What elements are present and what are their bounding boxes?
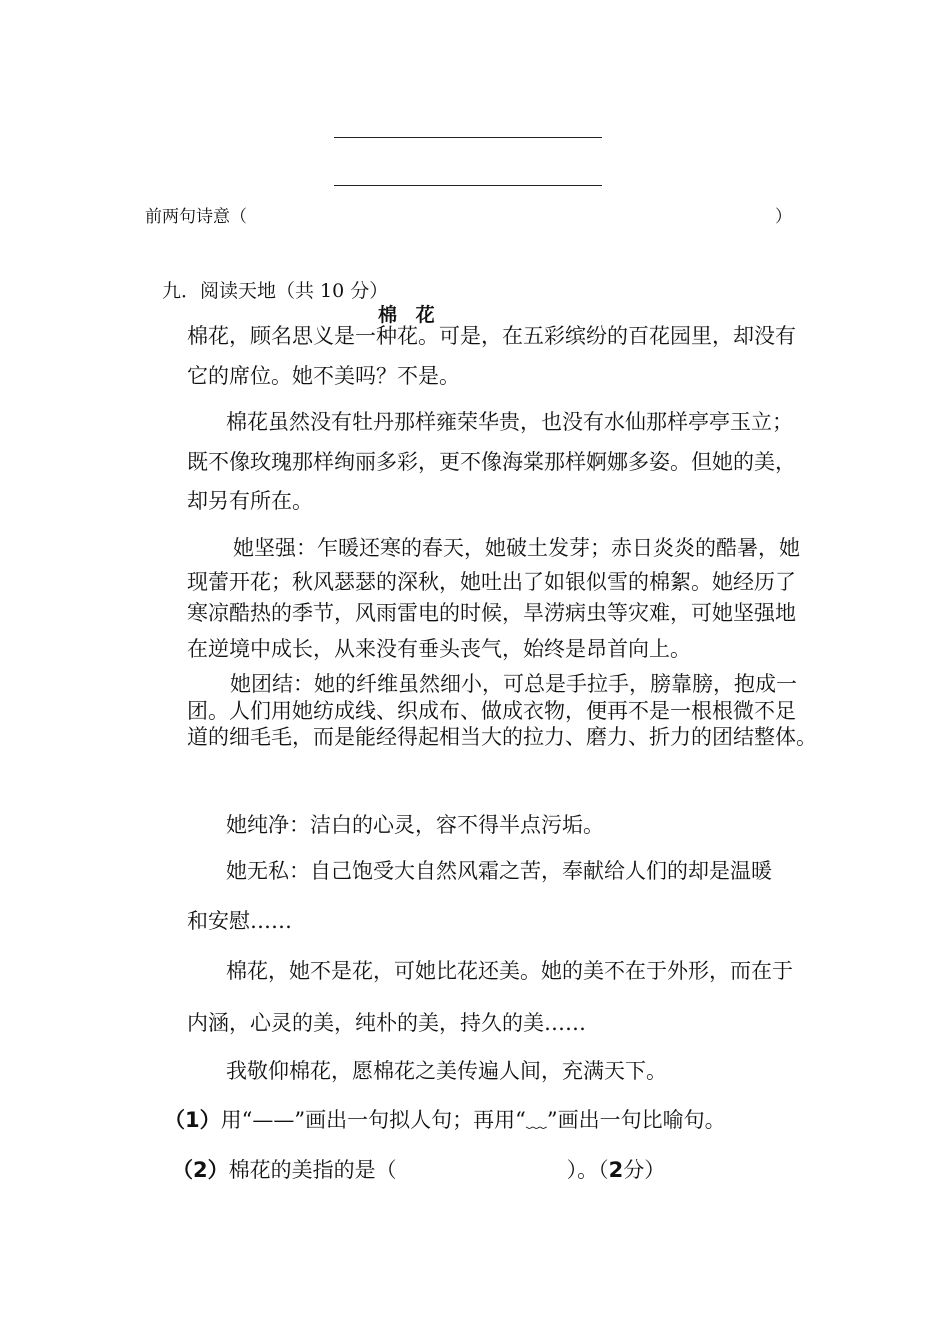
question-2-text: 棉花的美指的是（ [228, 1158, 397, 1182]
paragraph-line: 寒凉酷热的季节，风雨雷电的时候，旱涝病虫等灾难，可她坚强地 [187, 601, 796, 625]
question-2-score-unit: 分） [623, 1158, 666, 1182]
article-title: 棉 花 [378, 304, 441, 326]
question-1-number: （1） [164, 1108, 221, 1132]
poem-meaning-close: ） [775, 207, 792, 227]
paragraph-line: 内涵，心灵的美，纯朴的美，持久的美…… [187, 1011, 586, 1035]
paragraph-line: 道的细毛毛，而是能经得起相当大的拉力、磨力、折力的团结整体。 [187, 725, 817, 749]
paragraph-line: 在逆境中成长，从来没有垂头丧气，始终是昂首向上。 [187, 637, 691, 661]
paragraph-line: 现蕾开花；秋风瑟瑟的深秋，她吐出了如银似雪的棉絮。她经历了 [187, 570, 796, 594]
paragraph-line: 团。人们用她纺成线、织成布、做成衣物，便再不是一根根微不足 [187, 699, 796, 723]
question-2-score: 2 [608, 1158, 624, 1182]
paragraph-line: 她团结：她的纤维虽然细小，可总是手拉手，膀靠膀，抱成一 [230, 672, 797, 696]
answer-line-1 [334, 137, 602, 138]
question-1 [164, 1110, 726, 1131]
answer-line-2 [334, 185, 602, 186]
paragraph-line: 棉花，她不是花，可她比花还美。她的美不在于外形，而在于 [226, 959, 793, 983]
paragraph-line: 她纯净：洁白的心灵，容不得半点污垢。 [226, 813, 604, 837]
paragraph-line: 她无私：自己饱受大自然风霜之苦，奉献给人们的却是温暖 [226, 859, 772, 883]
paragraph-line: 我敬仰棉花，愿棉花之美传遍人间，充满天下。 [226, 1059, 667, 1083]
paragraph-line: 她坚强：乍暖还寒的春天，她破土发芽；赤日炎炎的酷暑，她 [233, 536, 800, 560]
section-heading: 九．阅读天地（共 10 分） [162, 280, 389, 302]
paragraph-line: 却另有所在。 [187, 489, 313, 513]
paragraph-line: 棉花虽然没有牡丹那样雍荣华贵，也没有水仙那样亭亭玉立； [226, 410, 793, 434]
question-2-number: （2） [172, 1158, 229, 1182]
paragraph-line: 和安慰…… [187, 909, 292, 933]
poem-meaning-label: 前两句诗意（ [145, 207, 247, 227]
question-1-text: 用“——”画出一句拟人句；再用“﹏”画出一句比喻句。 [220, 1108, 726, 1132]
paragraph-line: 它的席位。她不美吗？不是。 [187, 364, 460, 388]
question-2 [172, 1160, 665, 1181]
paragraph-line: 棉花，顾名思义是一种花。可是，在五彩缤纷的百花园里，却没有 [187, 324, 796, 348]
paragraph-line: 既不像玫瑰那样绚丽多彩，更不像海棠那样婀娜多姿。但她的美， [187, 450, 796, 474]
question-2-close: ）。（ [566, 1158, 609, 1182]
